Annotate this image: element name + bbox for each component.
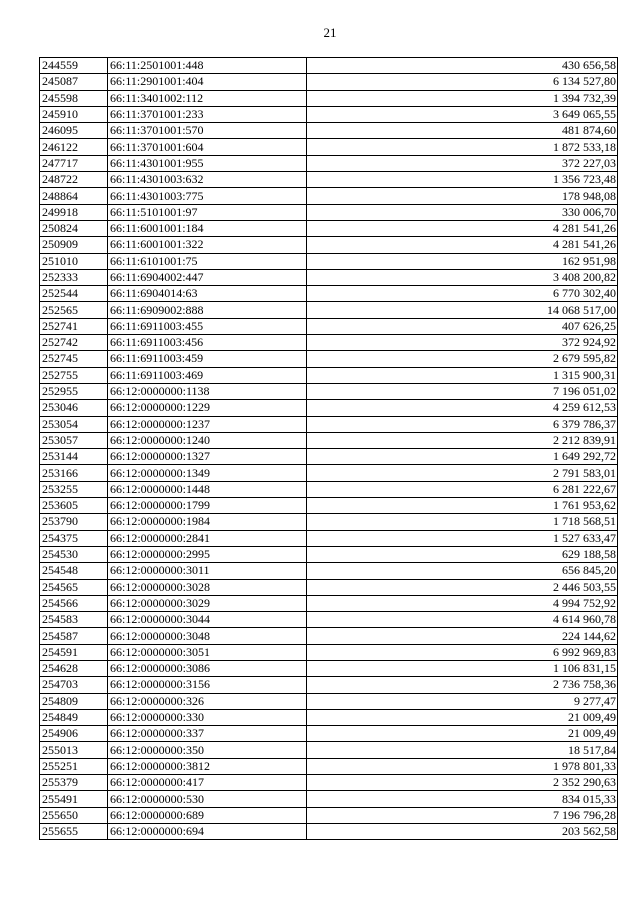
table-row — [40, 579, 618, 595]
row-id-cell: 255251 — [40, 758, 108, 774]
value-cell: 14 068 517,00 — [307, 302, 618, 318]
cadastral-number-cell: 66:12:0000000:1237 — [108, 416, 307, 432]
cadastral-number-cell: 66:12:0000000:3029 — [108, 595, 307, 611]
value-cell: 372 924,92 — [307, 335, 618, 351]
value-cell: 1 394 732,39 — [307, 90, 618, 106]
row-id-cell: 253046 — [40, 400, 108, 416]
table-row — [40, 188, 618, 204]
page-number: 21 — [323, 25, 337, 40]
value-cell: 6 992 969,83 — [307, 644, 618, 660]
cadastral-number-cell: 66:12:0000000:530 — [108, 791, 307, 807]
cadastral-number-cell: 66:11:3701001:233 — [108, 106, 307, 122]
row-id-cell: 254849 — [40, 709, 108, 725]
table-row — [40, 90, 618, 106]
table-row — [40, 677, 618, 693]
row-id-cell: 254587 — [40, 628, 108, 644]
cadastral-number-cell: 66:12:0000000:1240 — [108, 432, 307, 448]
table-row — [40, 335, 618, 351]
value-cell: 6 379 786,37 — [307, 416, 618, 432]
cadastral-number-cell: 66:12:0000000:3156 — [108, 677, 307, 693]
table-row — [40, 269, 618, 285]
cadastral-number-cell: 66:12:0000000:330 — [108, 709, 307, 725]
row-id-cell: 253057 — [40, 432, 108, 448]
table-row — [40, 139, 618, 155]
value-cell: 4 281 541,26 — [307, 220, 618, 236]
row-id-cell: 244559 — [40, 58, 108, 74]
value-cell: 224 144,62 — [307, 628, 618, 644]
cadastral-number-cell: 66:11:6911003:469 — [108, 367, 307, 383]
table-row — [40, 286, 618, 302]
value-cell: 6 281 222,67 — [307, 481, 618, 497]
cadastral-number-cell: 66:12:0000000:350 — [108, 742, 307, 758]
cadastral-number-cell: 66:12:0000000:1229 — [108, 400, 307, 416]
value-cell: 2 791 583,01 — [307, 465, 618, 481]
value-cell: 372 227,03 — [307, 155, 618, 171]
table-row — [40, 220, 618, 236]
value-cell: 6 134 527,80 — [307, 74, 618, 90]
value-cell: 2 352 290,63 — [307, 775, 618, 791]
value-cell: 1 649 292,72 — [307, 449, 618, 465]
value-cell: 1 527 633,47 — [307, 530, 618, 546]
table-row — [40, 823, 618, 839]
row-id-cell: 254628 — [40, 660, 108, 676]
cadastral-number-cell: 66:12:0000000:417 — [108, 775, 307, 791]
value-cell: 1 761 953,62 — [307, 498, 618, 514]
row-id-cell: 248864 — [40, 188, 108, 204]
row-id-cell: 255655 — [40, 823, 108, 839]
cadastral-number-cell: 66:12:0000000:3051 — [108, 644, 307, 660]
table-row — [40, 807, 618, 823]
row-id-cell: 255379 — [40, 775, 108, 791]
cadastral-number-cell: 66:11:6911003:459 — [108, 351, 307, 367]
table-row — [40, 74, 618, 90]
table-row — [40, 123, 618, 139]
table-row — [40, 530, 618, 546]
table-row — [40, 449, 618, 465]
table-row — [40, 383, 618, 399]
table-row — [40, 693, 618, 709]
table-row — [40, 253, 618, 269]
cadastral-number-cell: 66:11:2901001:404 — [108, 74, 307, 90]
table-row — [40, 709, 618, 725]
table-row — [40, 367, 618, 383]
cadastral-number-cell: 66:12:0000000:337 — [108, 726, 307, 742]
cadastral-number-cell: 66:11:4301003:632 — [108, 172, 307, 188]
cadastral-number-cell: 66:11:3701001:604 — [108, 139, 307, 155]
cadastral-number-cell: 66:12:0000000:326 — [108, 693, 307, 709]
cadastral-number-cell: 66:11:6001001:322 — [108, 237, 307, 253]
row-id-cell: 254530 — [40, 546, 108, 562]
row-id-cell: 249918 — [40, 204, 108, 220]
value-cell: 178 948,08 — [307, 188, 618, 204]
row-id-cell: 255013 — [40, 742, 108, 758]
value-cell: 1 872 533,18 — [307, 139, 618, 155]
value-cell: 4 614 960,78 — [307, 612, 618, 628]
cadastral-number-cell: 66:11:6909002:888 — [108, 302, 307, 318]
cadastral-number-cell: 66:12:0000000:1448 — [108, 481, 307, 497]
value-cell: 7 196 051,02 — [307, 383, 618, 399]
cadastral-number-cell: 66:11:6904002:447 — [108, 269, 307, 285]
cadastral-number-cell: 66:12:0000000:1138 — [108, 383, 307, 399]
table-row — [40, 318, 618, 334]
row-id-cell: 246095 — [40, 123, 108, 139]
row-id-cell: 254548 — [40, 563, 108, 579]
value-cell: 1 718 568,51 — [307, 514, 618, 530]
row-id-cell: 252333 — [40, 269, 108, 285]
cadastral-number-cell: 66:11:3401002:112 — [108, 90, 307, 106]
table-row — [40, 644, 618, 660]
table-row — [40, 563, 618, 579]
value-cell: 203 562,58 — [307, 823, 618, 839]
row-id-cell: 245087 — [40, 74, 108, 90]
value-cell: 834 015,33 — [307, 791, 618, 807]
row-id-cell: 254703 — [40, 677, 108, 693]
value-cell: 6 770 302,40 — [307, 286, 618, 302]
row-id-cell: 245910 — [40, 106, 108, 122]
value-cell: 2 736 758,36 — [307, 677, 618, 693]
value-cell: 1 106 831,15 — [307, 660, 618, 676]
value-cell: 1 978 801,33 — [307, 758, 618, 774]
row-id-cell: 253255 — [40, 481, 108, 497]
cadastral-number-cell: 66:11:6911003:455 — [108, 318, 307, 334]
table-row — [40, 498, 618, 514]
cadastral-number-cell: 66:11:4301003:775 — [108, 188, 307, 204]
row-id-cell: 254375 — [40, 530, 108, 546]
cadastral-number-cell: 66:12:0000000:694 — [108, 823, 307, 839]
table-row — [40, 660, 618, 676]
cadastral-number-cell: 66:12:0000000:1984 — [108, 514, 307, 530]
table-row — [40, 742, 618, 758]
row-id-cell: 248722 — [40, 172, 108, 188]
row-id-cell: 253054 — [40, 416, 108, 432]
value-cell: 4 994 752,92 — [307, 595, 618, 611]
table-row — [40, 432, 618, 448]
cadastral-number-cell: 66:12:0000000:3011 — [108, 563, 307, 579]
table-row — [40, 172, 618, 188]
value-cell: 9 277,47 — [307, 693, 618, 709]
table-row — [40, 595, 618, 611]
cadastral-number-cell: 66:12:0000000:689 — [108, 807, 307, 823]
value-cell: 162 951,98 — [307, 253, 618, 269]
value-cell: 7 196 796,28 — [307, 807, 618, 823]
row-id-cell: 252745 — [40, 351, 108, 367]
table-row — [40, 237, 618, 253]
table-row — [40, 351, 618, 367]
value-cell: 2 446 503,55 — [307, 579, 618, 595]
table-row — [40, 481, 618, 497]
value-cell: 21 009,49 — [307, 709, 618, 725]
row-id-cell: 252565 — [40, 302, 108, 318]
cadastral-number-cell: 66:11:6001001:184 — [108, 220, 307, 236]
table-row — [40, 204, 618, 220]
table-row — [40, 58, 618, 74]
row-id-cell: 253166 — [40, 465, 108, 481]
cadastral-number-cell: 66:12:0000000:3812 — [108, 758, 307, 774]
cadastral-number-cell: 66:12:0000000:3044 — [108, 612, 307, 628]
value-cell: 407 626,25 — [307, 318, 618, 334]
row-id-cell: 252741 — [40, 318, 108, 334]
cadastral-number-cell: 66:11:6911003:456 — [108, 335, 307, 351]
registry-table — [39, 57, 618, 840]
cadastral-number-cell: 66:11:6904014:63 — [108, 286, 307, 302]
registry-table-body — [40, 58, 618, 840]
value-cell: 330 006,70 — [307, 204, 618, 220]
table-row — [40, 612, 618, 628]
cadastral-number-cell: 66:12:0000000:1799 — [108, 498, 307, 514]
row-id-cell: 254566 — [40, 595, 108, 611]
table-row — [40, 514, 618, 530]
row-id-cell: 250824 — [40, 220, 108, 236]
row-id-cell: 253144 — [40, 449, 108, 465]
value-cell: 1 356 723,48 — [307, 172, 618, 188]
row-id-cell: 253605 — [40, 498, 108, 514]
cadastral-number-cell: 66:12:0000000:3048 — [108, 628, 307, 644]
row-id-cell: 252755 — [40, 367, 108, 383]
row-id-cell: 247717 — [40, 155, 108, 171]
value-cell: 4 259 612,53 — [307, 400, 618, 416]
cadastral-number-cell: 66:11:3701001:570 — [108, 123, 307, 139]
cadastral-number-cell: 66:12:0000000:2841 — [108, 530, 307, 546]
row-id-cell: 254809 — [40, 693, 108, 709]
row-id-cell: 255650 — [40, 807, 108, 823]
cadastral-number-cell: 66:12:0000000:1327 — [108, 449, 307, 465]
table-row — [40, 106, 618, 122]
row-id-cell: 246122 — [40, 139, 108, 155]
value-cell: 3 649 065,55 — [307, 106, 618, 122]
cadastral-number-cell: 66:11:6101001:75 — [108, 253, 307, 269]
value-cell: 18 517,84 — [307, 742, 618, 758]
cadastral-number-cell: 66:11:2501001:448 — [108, 58, 307, 74]
row-id-cell: 254565 — [40, 579, 108, 595]
value-cell: 481 874,60 — [307, 123, 618, 139]
value-cell: 656 845,20 — [307, 563, 618, 579]
row-id-cell: 254583 — [40, 612, 108, 628]
row-id-cell: 252742 — [40, 335, 108, 351]
row-id-cell: 254906 — [40, 726, 108, 742]
table-row — [40, 546, 618, 562]
table-row — [40, 758, 618, 774]
cadastral-number-cell: 66:12:0000000:3028 — [108, 579, 307, 595]
value-cell: 629 188,58 — [307, 546, 618, 562]
value-cell: 2 679 595,82 — [307, 351, 618, 367]
table-row — [40, 791, 618, 807]
table-row — [40, 400, 618, 416]
row-id-cell: 253790 — [40, 514, 108, 530]
cadastral-number-cell: 66:12:0000000:3086 — [108, 660, 307, 676]
row-id-cell: 250909 — [40, 237, 108, 253]
value-cell: 21 009,49 — [307, 726, 618, 742]
value-cell: 3 408 200,82 — [307, 269, 618, 285]
table-row — [40, 155, 618, 171]
cadastral-number-cell: 66:12:0000000:2995 — [108, 546, 307, 562]
row-id-cell: 251010 — [40, 253, 108, 269]
row-id-cell: 252544 — [40, 286, 108, 302]
value-cell: 430 656,58 — [307, 58, 618, 74]
row-id-cell: 245598 — [40, 90, 108, 106]
value-cell: 2 212 839,91 — [307, 432, 618, 448]
table-row — [40, 628, 618, 644]
table-row — [40, 775, 618, 791]
row-id-cell: 255491 — [40, 791, 108, 807]
cadastral-number-cell: 66:11:5101001:97 — [108, 204, 307, 220]
value-cell: 1 315 900,31 — [307, 367, 618, 383]
cadastral-number-cell: 66:11:4301001:955 — [108, 155, 307, 171]
table-row — [40, 465, 618, 481]
row-id-cell: 254591 — [40, 644, 108, 660]
table-row — [40, 416, 618, 432]
cadastral-number-cell: 66:12:0000000:1349 — [108, 465, 307, 481]
table-row — [40, 302, 618, 318]
value-cell: 4 281 541,26 — [307, 237, 618, 253]
row-id-cell: 252955 — [40, 383, 108, 399]
table-row — [40, 726, 618, 742]
